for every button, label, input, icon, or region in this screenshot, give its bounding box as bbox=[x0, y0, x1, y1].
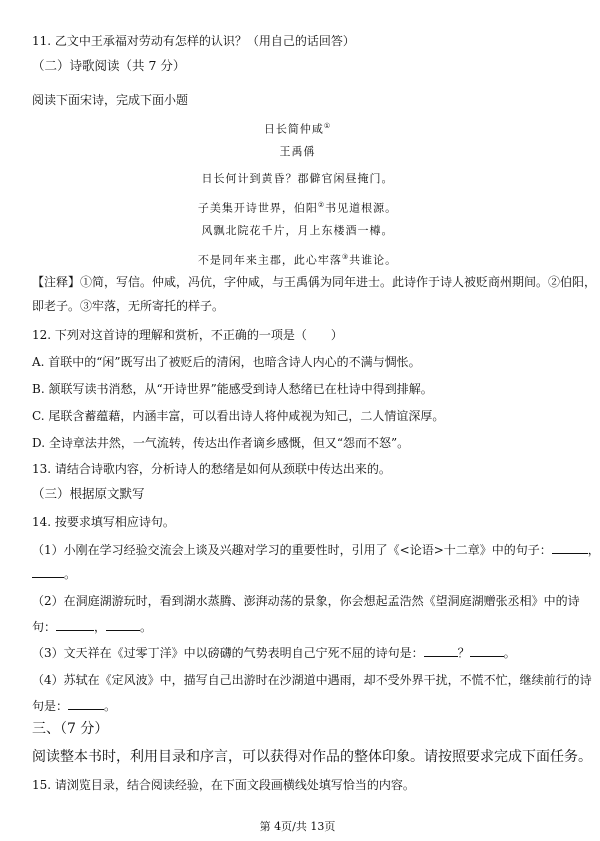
question-13: 13. 请结合诗歌内容，分析诗人的愁绪是如何从颈联中传达出来的。 bbox=[32, 462, 391, 476]
poem-line-2-note-mark: ② bbox=[317, 201, 326, 209]
question-14: 14. 按要求填写相应诗句。 bbox=[32, 515, 175, 529]
poem-title bbox=[0, 119, 595, 137]
poem-notes-line-2: 即老子。③牢落，无所寄托的样子。 bbox=[32, 299, 225, 313]
answer-blank[interactable] bbox=[56, 619, 94, 631]
question-14-4-label: 句是： bbox=[32, 699, 69, 713]
answer-blank[interactable] bbox=[424, 645, 458, 657]
question-14-2-line-1: （2）在洞庭湖游玩时，看到湖水蒸腾、澎湃动荡的景象，你会想起孟浩然《望洞庭湖赠张丞相》中的诗 bbox=[32, 594, 580, 608]
option-a: A. 首联中的“闲”既写出了被贬后的清闲，也暗含诗人内心的不满与惆怅。 bbox=[32, 355, 421, 369]
question-14-2-end-punct: 。 bbox=[140, 620, 153, 634]
part-3-instruction: 阅读整本书时，利用目录和序言，可以获得对作品的整体印象。请按照要求完成下面任务。 bbox=[32, 749, 592, 765]
answer-blank[interactable] bbox=[470, 645, 504, 657]
question-14-2-label: 句： bbox=[32, 620, 57, 634]
question-14-3-text: （3）文天祥在《过零丁洋》中以磅礴的气势表明自己宁死不屈的诗句是： bbox=[32, 646, 424, 660]
question-14-4-end-punct: 。 bbox=[104, 699, 117, 713]
answer-blank[interactable] bbox=[32, 566, 64, 578]
question-11: 11. 乙文中王承福对劳动有怎样的认识？（用自己的话回答） bbox=[32, 34, 355, 48]
poem-line-2 bbox=[0, 198, 595, 216]
page-number: 第 4页/共 13页 bbox=[259, 820, 336, 833]
poem-line-1: 日长何计到黄昏？郡僻官闲昼掩门。 bbox=[201, 172, 394, 185]
poem-title-note-mark: ① bbox=[323, 122, 332, 130]
question-14-3-end-punct: 。 bbox=[503, 646, 516, 660]
answer-blank[interactable] bbox=[68, 698, 104, 710]
answer-blank[interactable] bbox=[106, 619, 140, 631]
poem-line-2-part-1: 子美集开诗世界，伯阳 bbox=[197, 201, 318, 215]
poem-line-4-part-2: 共谁论。 bbox=[349, 253, 398, 267]
question-12: 12. 下列对这首诗的理解和赏析，不正确的一项是（ ） bbox=[32, 328, 343, 342]
section-recitation-heading: （三）根据原文默写 bbox=[32, 486, 145, 501]
poetry-instruction: 阅读下面宋诗，完成下面小题 bbox=[32, 93, 189, 107]
poem-line-3: 风飘北院花千片，月上东楼酒一樽。 bbox=[201, 224, 394, 237]
poem-line-4 bbox=[0, 250, 595, 268]
poem-author: 王禹偁 bbox=[279, 145, 316, 158]
question-14-2-line-2 bbox=[32, 619, 567, 635]
question-14-1-line-2 bbox=[32, 566, 567, 582]
question-14-3-sep: ？ bbox=[457, 646, 470, 660]
part-3-heading: 三、（7 分） bbox=[32, 721, 109, 737]
question-14-3 bbox=[32, 645, 567, 661]
question-14-1-punct: ， bbox=[587, 543, 600, 557]
question-14-1-end-punct: 。 bbox=[64, 567, 77, 581]
question-14-4-line-1: （4）苏轼在《定风波》中，描写自己出游时在沙湖道中遇雨，却不受外界干扰，不慌不忙，继续前行的诗 bbox=[32, 673, 592, 687]
question-14-2-sep: ， bbox=[94, 620, 107, 634]
poem-notes-line-1: 【注释】①简，写信。仲咸，冯伉，字仲咸，与王禹偁为同年进士。此诗作于诗人被贬商州期间。②伯阳， bbox=[32, 275, 597, 289]
answer-blank[interactable] bbox=[552, 542, 588, 554]
question-14-1-text: （1）小刚在学习经验交流会上谈及兴趣对学习的重要性时，引用了《<论语>十二章》中的句子： bbox=[32, 543, 552, 557]
question-15: 15. 请浏览目录，结合阅读经验，在下面文段画横线处填写恰当的内容。 bbox=[32, 778, 415, 792]
option-c: C. 尾联含蓄蕴藉，内涵丰富，可以看出诗人将仲咸视为知己，二人情谊深厚。 bbox=[32, 409, 445, 423]
section-poetry-heading: （二）诗歌阅读（共 7 分） bbox=[32, 58, 186, 73]
poem-line-4-note-mark: ③ bbox=[341, 253, 350, 261]
poem-title-text: 日长简仲咸 bbox=[263, 122, 324, 136]
poem-line-4-part-1: 不是同年来主郡，此心牢落 bbox=[197, 253, 342, 267]
poem-line-2-part-2: 书见道根源。 bbox=[325, 201, 398, 215]
question-14-4-line-2 bbox=[32, 698, 567, 714]
option-d: D. 全诗章法井然，一气流转，传达出作者谪乡感慨，但又“怨而不怒”。 bbox=[32, 436, 410, 450]
option-b: B. 颔联写读书消愁，从“开诗世界”能感受到诗人愁绪已在杜诗中得到排解。 bbox=[32, 382, 433, 396]
question-14-1-line-1 bbox=[32, 542, 600, 558]
